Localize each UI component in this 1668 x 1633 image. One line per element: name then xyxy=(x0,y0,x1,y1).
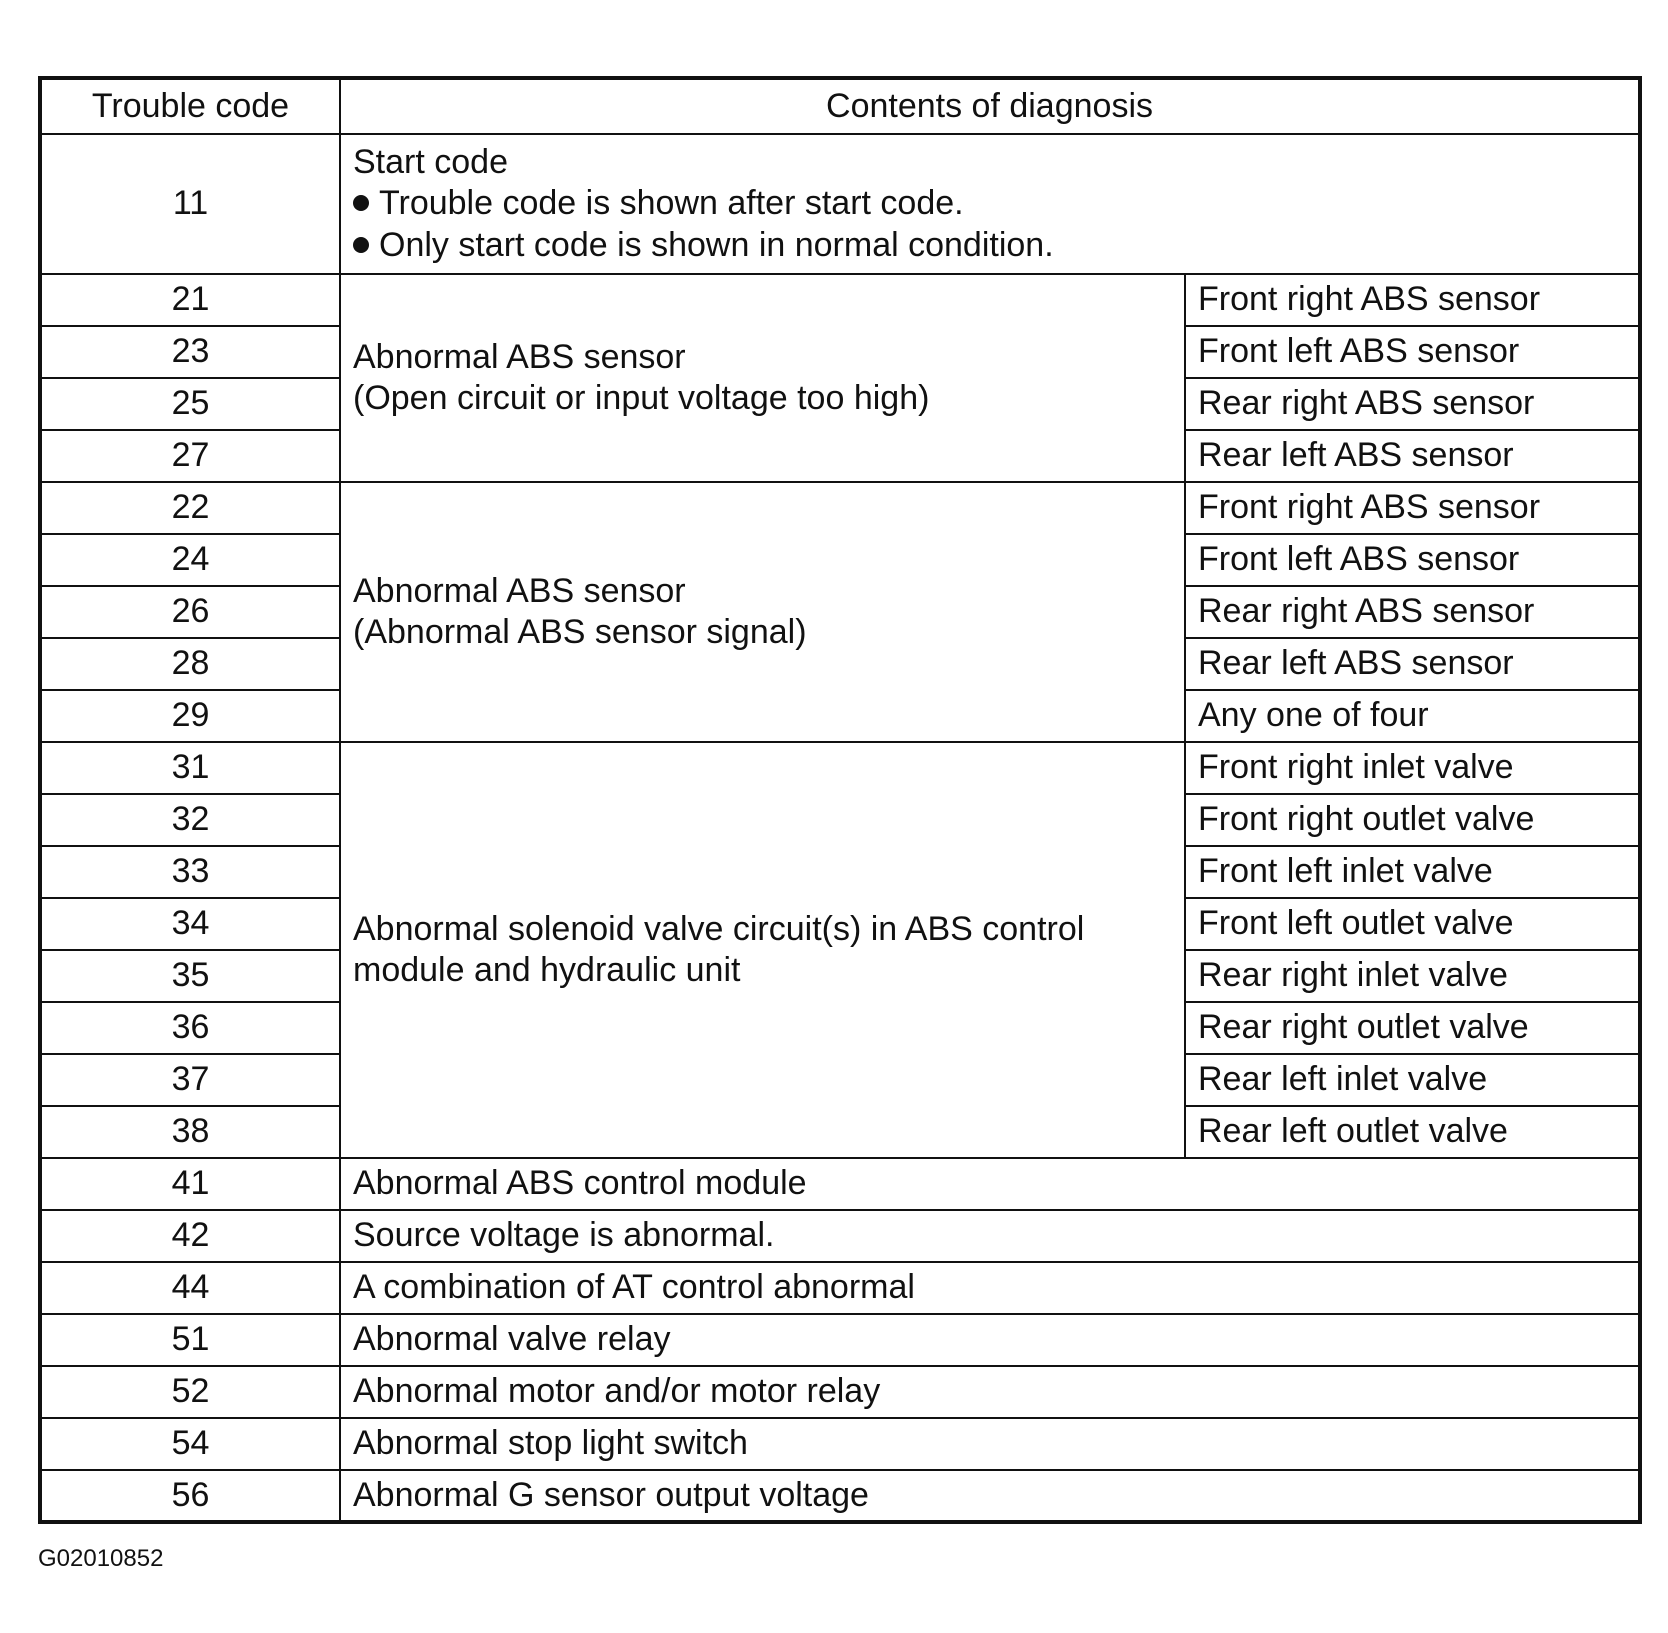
code-cell: 51 xyxy=(40,1314,340,1366)
code-cell: 34 xyxy=(40,898,340,950)
code-cell: 33 xyxy=(40,846,340,898)
code-cell: 28 xyxy=(40,638,340,690)
description-cell: A combination of AT control abnormal xyxy=(340,1262,1640,1314)
sub-description-cell: Front right ABS sensor xyxy=(1185,482,1640,534)
code-cell: 54 xyxy=(40,1418,340,1470)
group-description xyxy=(340,482,1185,742)
code-cell: 56 xyxy=(40,1470,340,1522)
code-cell: 26 xyxy=(40,586,340,638)
code-cell: 29 xyxy=(40,690,340,742)
sub-description-cell: Front left inlet valve xyxy=(1185,846,1640,898)
description-cell: Abnormal G sensor output voltage xyxy=(340,1470,1640,1522)
start-code-bullet xyxy=(353,183,1638,224)
header-trouble-code: Trouble code xyxy=(40,78,340,134)
sub-description-cell: Rear left ABS sensor xyxy=(1185,430,1640,482)
sub-description-cell: Front right ABS sensor xyxy=(1185,274,1640,326)
table-row xyxy=(40,1314,1640,1366)
group-description-line: (Open circuit or input voltage too high) xyxy=(353,379,930,417)
description-cell: Abnormal stop light switch xyxy=(340,1418,1640,1470)
sub-description-cell: Front right outlet valve xyxy=(1185,794,1640,846)
description-cell: Source voltage is abnormal. xyxy=(340,1210,1640,1262)
bullet-text: Trouble code is shown after start code. xyxy=(379,184,964,223)
sub-description-cell: Rear right inlet valve xyxy=(1185,950,1640,1002)
table-row xyxy=(40,1366,1640,1418)
group-description xyxy=(340,274,1185,482)
code-cell: 25 xyxy=(40,378,340,430)
sub-description-cell: Rear right ABS sensor xyxy=(1185,586,1640,638)
code-cell: 35 xyxy=(40,950,340,1002)
table-row xyxy=(40,1210,1640,1262)
code-cell: 38 xyxy=(40,1106,340,1158)
sub-description-cell: Front left outlet valve xyxy=(1185,898,1640,950)
table-header-row xyxy=(40,78,1640,134)
group-description-line: Abnormal ABS sensor xyxy=(353,337,686,376)
group-description-line: module and hydraulic unit xyxy=(353,951,741,989)
group-description-line: Abnormal ABS sensor xyxy=(353,571,686,610)
table-row xyxy=(40,1262,1640,1314)
table-row xyxy=(40,482,1640,534)
table-row xyxy=(40,274,1640,326)
bullet-icon xyxy=(353,195,369,211)
trouble-code-table xyxy=(38,76,1642,1524)
sub-description-cell: Rear left outlet valve xyxy=(1185,1106,1640,1158)
start-code-title: Start code xyxy=(353,142,508,181)
code-cell: 52 xyxy=(40,1366,340,1418)
group-description-line: Abnormal solenoid valve circuit(s) in ABS control xyxy=(353,909,1085,948)
code-cell: 44 xyxy=(40,1262,340,1314)
code-cell: 36 xyxy=(40,1002,340,1054)
sub-description-cell: Front right inlet valve xyxy=(1185,742,1640,794)
code-cell: 37 xyxy=(40,1054,340,1106)
description-cell: Abnormal ABS control module xyxy=(340,1158,1640,1210)
table-row xyxy=(40,742,1640,794)
figure-id: G02010852 xyxy=(38,1545,164,1572)
group-description-line: (Abnormal ABS sensor signal) xyxy=(353,613,807,651)
sub-description-cell: Front left ABS sensor xyxy=(1185,326,1640,378)
code-cell: 23 xyxy=(40,326,340,378)
code-cell: 32 xyxy=(40,794,340,846)
code-cell: 42 xyxy=(40,1210,340,1262)
start-code-contents xyxy=(340,134,1640,274)
table-row xyxy=(40,1418,1640,1470)
bullet-text: Only start code is shown in normal condition. xyxy=(379,225,1054,264)
bullet-icon xyxy=(353,237,369,253)
sub-description-cell: Rear right outlet valve xyxy=(1185,1002,1640,1054)
description-cell: Abnormal motor and/or motor relay xyxy=(340,1366,1640,1418)
sub-description-cell: Rear left inlet valve xyxy=(1185,1054,1640,1106)
start-code-bullet xyxy=(353,225,1638,266)
table-row xyxy=(40,1470,1640,1522)
code-cell: 24 xyxy=(40,534,340,586)
code-cell: 41 xyxy=(40,1158,340,1210)
description-cell: Abnormal valve relay xyxy=(340,1314,1640,1366)
code-cell: 31 xyxy=(40,742,340,794)
table-row xyxy=(40,1158,1640,1210)
group-description xyxy=(340,742,1185,1158)
code-cell: 27 xyxy=(40,430,340,482)
header-contents-of-diagnosis: Contents of diagnosis xyxy=(340,78,1640,134)
code-cell: 11 xyxy=(40,134,340,274)
sub-description-cell: Front left ABS sensor xyxy=(1185,534,1640,586)
table-row-start-code xyxy=(40,134,1640,274)
sub-description-cell: Any one of four xyxy=(1185,690,1640,742)
code-cell: 21 xyxy=(40,274,340,326)
sub-description-cell: Rear right ABS sensor xyxy=(1185,378,1640,430)
code-cell: 22 xyxy=(40,482,340,534)
sub-description-cell: Rear left ABS sensor xyxy=(1185,638,1640,690)
